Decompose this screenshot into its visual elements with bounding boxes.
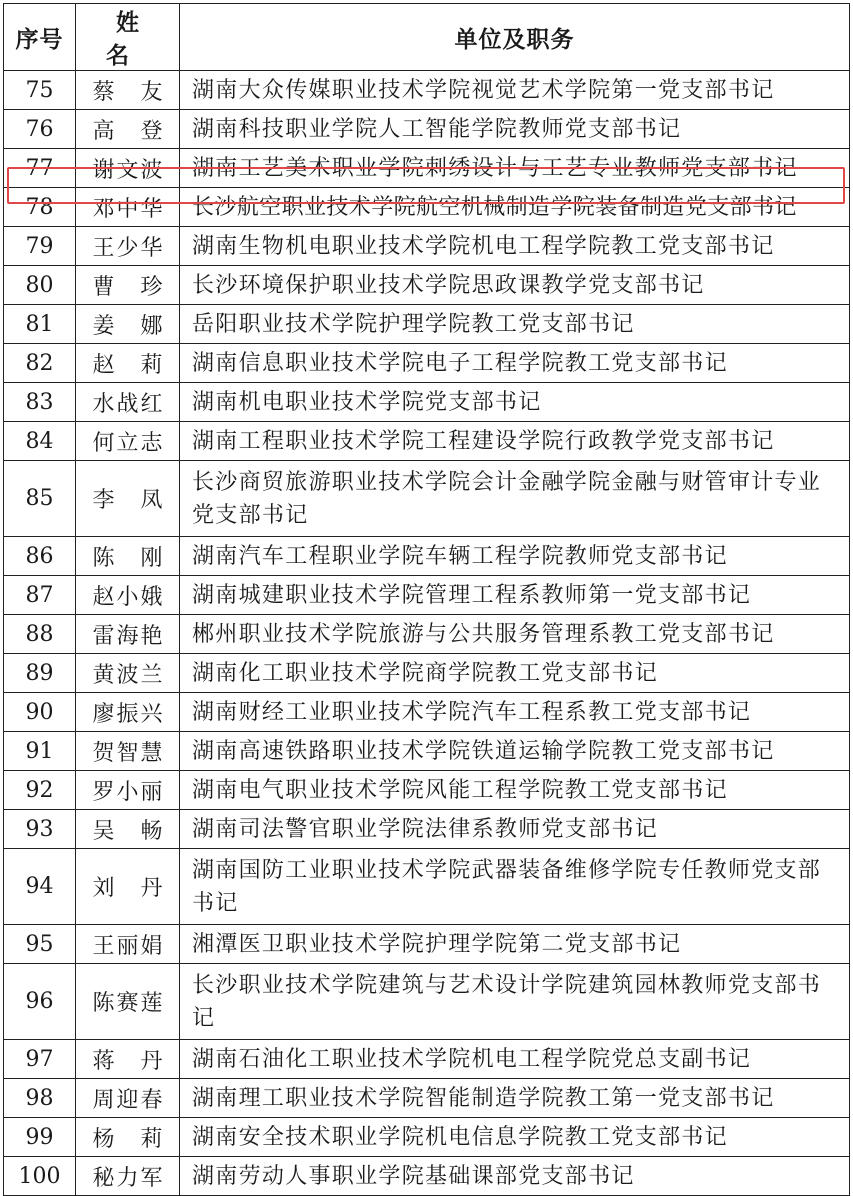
row-number: 83	[4, 383, 76, 422]
row-name: 王少华	[92, 235, 163, 261]
row-number: 93	[4, 810, 76, 849]
row-number: 79	[4, 227, 76, 266]
row-name-cell	[76, 654, 180, 693]
table-row	[4, 576, 850, 615]
row-unit-and-position: 长沙航空职业技术学院航空机械制造学院装备制造党支部书记	[180, 188, 850, 227]
table-row	[4, 849, 850, 925]
row-number: 94	[4, 849, 76, 925]
row-unit-and-position: 湖南理工职业技术学院智能制造学院教工第一党支部书记	[180, 1079, 850, 1118]
table-row	[4, 654, 850, 693]
row-name-cell	[76, 1079, 180, 1118]
row-name-cell	[76, 771, 180, 810]
row-name: 蔡友	[92, 79, 163, 105]
table-row	[4, 1157, 850, 1196]
table-row	[4, 693, 850, 732]
table-row	[4, 149, 850, 188]
table-row	[4, 461, 850, 537]
table-row	[4, 422, 850, 461]
table-row	[4, 344, 850, 383]
row-unit-and-position: 湖南信息职业技术学院电子工程学院教工党支部书记	[180, 344, 850, 383]
row-name-cell	[76, 383, 180, 422]
table-row	[4, 188, 850, 227]
row-unit-and-position: 长沙商贸旅游职业技术学院会计金融学院金融与财管审计专业党支部书记	[180, 461, 850, 537]
table-row	[4, 925, 850, 964]
row-name-cell	[76, 810, 180, 849]
row-unit-and-position: 湖南大众传媒职业技术学院视觉艺术学院第一党支部书记	[180, 71, 850, 110]
row-name-cell	[76, 925, 180, 964]
row-name: 谢文波	[92, 157, 163, 183]
roster-table-container	[3, 3, 849, 1196]
row-name: 罗小丽	[92, 779, 163, 805]
row-unit-and-position: 长沙职业技术学院建筑与艺术设计学院建筑园林教师党支部书记	[180, 964, 850, 1040]
row-name: 曹珍	[92, 274, 163, 300]
row-unit-and-position: 岳阳职业技术学院护理学院教工党支部书记	[180, 305, 850, 344]
row-number: 91	[4, 732, 76, 771]
row-name-cell	[76, 227, 180, 266]
row-number: 98	[4, 1079, 76, 1118]
row-number: 99	[4, 1118, 76, 1157]
row-unit-and-position: 湖南工程职业技术学院工程建设学院行政教学党支部书记	[180, 422, 850, 461]
roster-table	[3, 3, 850, 1196]
table-row	[4, 810, 850, 849]
row-name: 蒋丹	[92, 1048, 163, 1074]
row-name: 李凤	[92, 488, 163, 513]
row-name: 水战红	[92, 391, 163, 417]
row-unit-and-position: 湖南高速铁路职业技术学院铁道运输学院教工党支部书记	[180, 732, 850, 771]
row-number: 76	[4, 110, 76, 149]
table-row	[4, 615, 850, 654]
row-name: 黄波兰	[92, 662, 163, 688]
row-name-cell	[76, 615, 180, 654]
row-name: 秘力军	[92, 1165, 163, 1191]
row-name-cell	[76, 1040, 180, 1079]
row-name-cell	[76, 537, 180, 576]
row-unit-and-position: 湖南财经工业职业技术学院汽车工程系教工党支部书记	[180, 693, 850, 732]
row-number: 96	[4, 964, 76, 1040]
row-number: 78	[4, 188, 76, 227]
table-row	[4, 537, 850, 576]
row-name-cell	[76, 849, 180, 925]
row-unit-and-position: 郴州职业技术学院旅游与公共服务管理系教工党支部书记	[180, 615, 850, 654]
row-name: 姜娜	[92, 313, 163, 339]
row-name: 赵莉	[92, 352, 163, 378]
header-name: 姓 名	[76, 4, 180, 71]
row-name: 廖振兴	[92, 701, 163, 727]
row-number: 87	[4, 576, 76, 615]
row-number: 85	[4, 461, 76, 537]
row-number: 88	[4, 615, 76, 654]
table-row	[4, 1079, 850, 1118]
row-number: 95	[4, 925, 76, 964]
row-unit-and-position: 湖南石油化工职业技术学院机电工程学院党总支副书记	[180, 1040, 850, 1079]
row-name-cell	[76, 461, 180, 537]
row-name-cell	[76, 732, 180, 771]
row-name: 雷海艳	[92, 623, 163, 649]
row-name-cell	[76, 110, 180, 149]
table-row	[4, 1040, 850, 1079]
row-name-cell	[76, 266, 180, 305]
row-name: 贺智慧	[92, 740, 163, 766]
row-name-cell	[76, 1157, 180, 1196]
row-number: 89	[4, 654, 76, 693]
row-name-cell	[76, 71, 180, 110]
row-name: 高登	[92, 118, 163, 144]
row-unit-and-position: 湖南科技职业学院人工智能学院教师党支部书记	[180, 110, 850, 149]
table-row	[4, 71, 850, 110]
table-row	[4, 266, 850, 305]
row-number: 90	[4, 693, 76, 732]
table-row	[4, 732, 850, 771]
row-unit-and-position: 湖南生物机电职业技术学院机电工程学院教工党支部书记	[180, 227, 850, 266]
row-name-cell	[76, 149, 180, 188]
table-row	[4, 1118, 850, 1157]
header-row	[4, 4, 850, 71]
row-name: 陈刚	[92, 545, 163, 571]
row-name: 何立志	[92, 430, 163, 456]
row-unit-and-position: 湖南司法警官职业学院法律系教师党支部书记	[180, 810, 850, 849]
row-name-cell	[76, 693, 180, 732]
table-row	[4, 227, 850, 266]
row-name: 赵小娥	[92, 584, 163, 610]
row-unit-and-position: 湖南电气职业技术学院风能工程学院教工党支部书记	[180, 771, 850, 810]
table-row	[4, 305, 850, 344]
table-row	[4, 771, 850, 810]
row-unit-and-position: 湖南汽车工程职业学院车辆工程学院教师党支部书记	[180, 537, 850, 576]
row-unit-and-position: 湖南化工职业技术学院商学院教工党支部书记	[180, 654, 850, 693]
row-name-cell	[76, 1118, 180, 1157]
row-name-cell	[76, 188, 180, 227]
row-name: 陈赛莲	[92, 991, 163, 1016]
row-unit-and-position: 湖南劳动人事职业学院基础课部党支部书记	[180, 1157, 850, 1196]
row-number: 97	[4, 1040, 76, 1079]
row-name: 周迎春	[92, 1087, 163, 1113]
row-number: 100	[4, 1157, 76, 1196]
row-unit-and-position: 湖南工艺美术职业学院刺绣设计与工艺专业教师党支部书记	[180, 149, 850, 188]
row-name-cell	[76, 576, 180, 615]
table-row	[4, 964, 850, 1040]
row-unit-and-position: 湖南机电职业技术学院党支部书记	[180, 383, 850, 422]
row-name-cell	[76, 344, 180, 383]
row-name: 吴畅	[92, 818, 163, 844]
row-number: 77	[4, 149, 76, 188]
row-name: 邓中华	[92, 196, 163, 222]
row-unit-and-position: 湘潭医卫职业技术学院护理学院第二党支部书记	[180, 925, 850, 964]
row-number: 86	[4, 537, 76, 576]
table-header	[4, 4, 850, 71]
row-name: 杨莉	[92, 1126, 163, 1152]
row-name-cell	[76, 964, 180, 1040]
row-unit-and-position: 长沙环境保护职业技术学院思政课教学党支部书记	[180, 266, 850, 305]
row-number: 81	[4, 305, 76, 344]
row-number: 75	[4, 71, 76, 110]
table-row	[4, 383, 850, 422]
row-unit-and-position: 湖南城建职业技术学院管理工程系教师第一党支部书记	[180, 576, 850, 615]
row-number: 82	[4, 344, 76, 383]
header-number: 序号	[4, 4, 76, 71]
row-name-cell	[76, 305, 180, 344]
row-name-cell	[76, 422, 180, 461]
row-number: 80	[4, 266, 76, 305]
row-unit-and-position: 湖南安全技术职业学院机电信息学院教工党支部书记	[180, 1118, 850, 1157]
row-number: 84	[4, 422, 76, 461]
header-unit-and-position: 单位及职务	[180, 4, 850, 71]
row-name: 刘丹	[92, 876, 163, 901]
row-unit-and-position: 湖南国防工业职业技术学院武器装备维修学院专任教师党支部书记	[180, 849, 850, 925]
table-row	[4, 110, 850, 149]
row-name: 王丽娟	[92, 933, 163, 959]
row-number: 92	[4, 771, 76, 810]
table-body	[4, 71, 850, 1196]
